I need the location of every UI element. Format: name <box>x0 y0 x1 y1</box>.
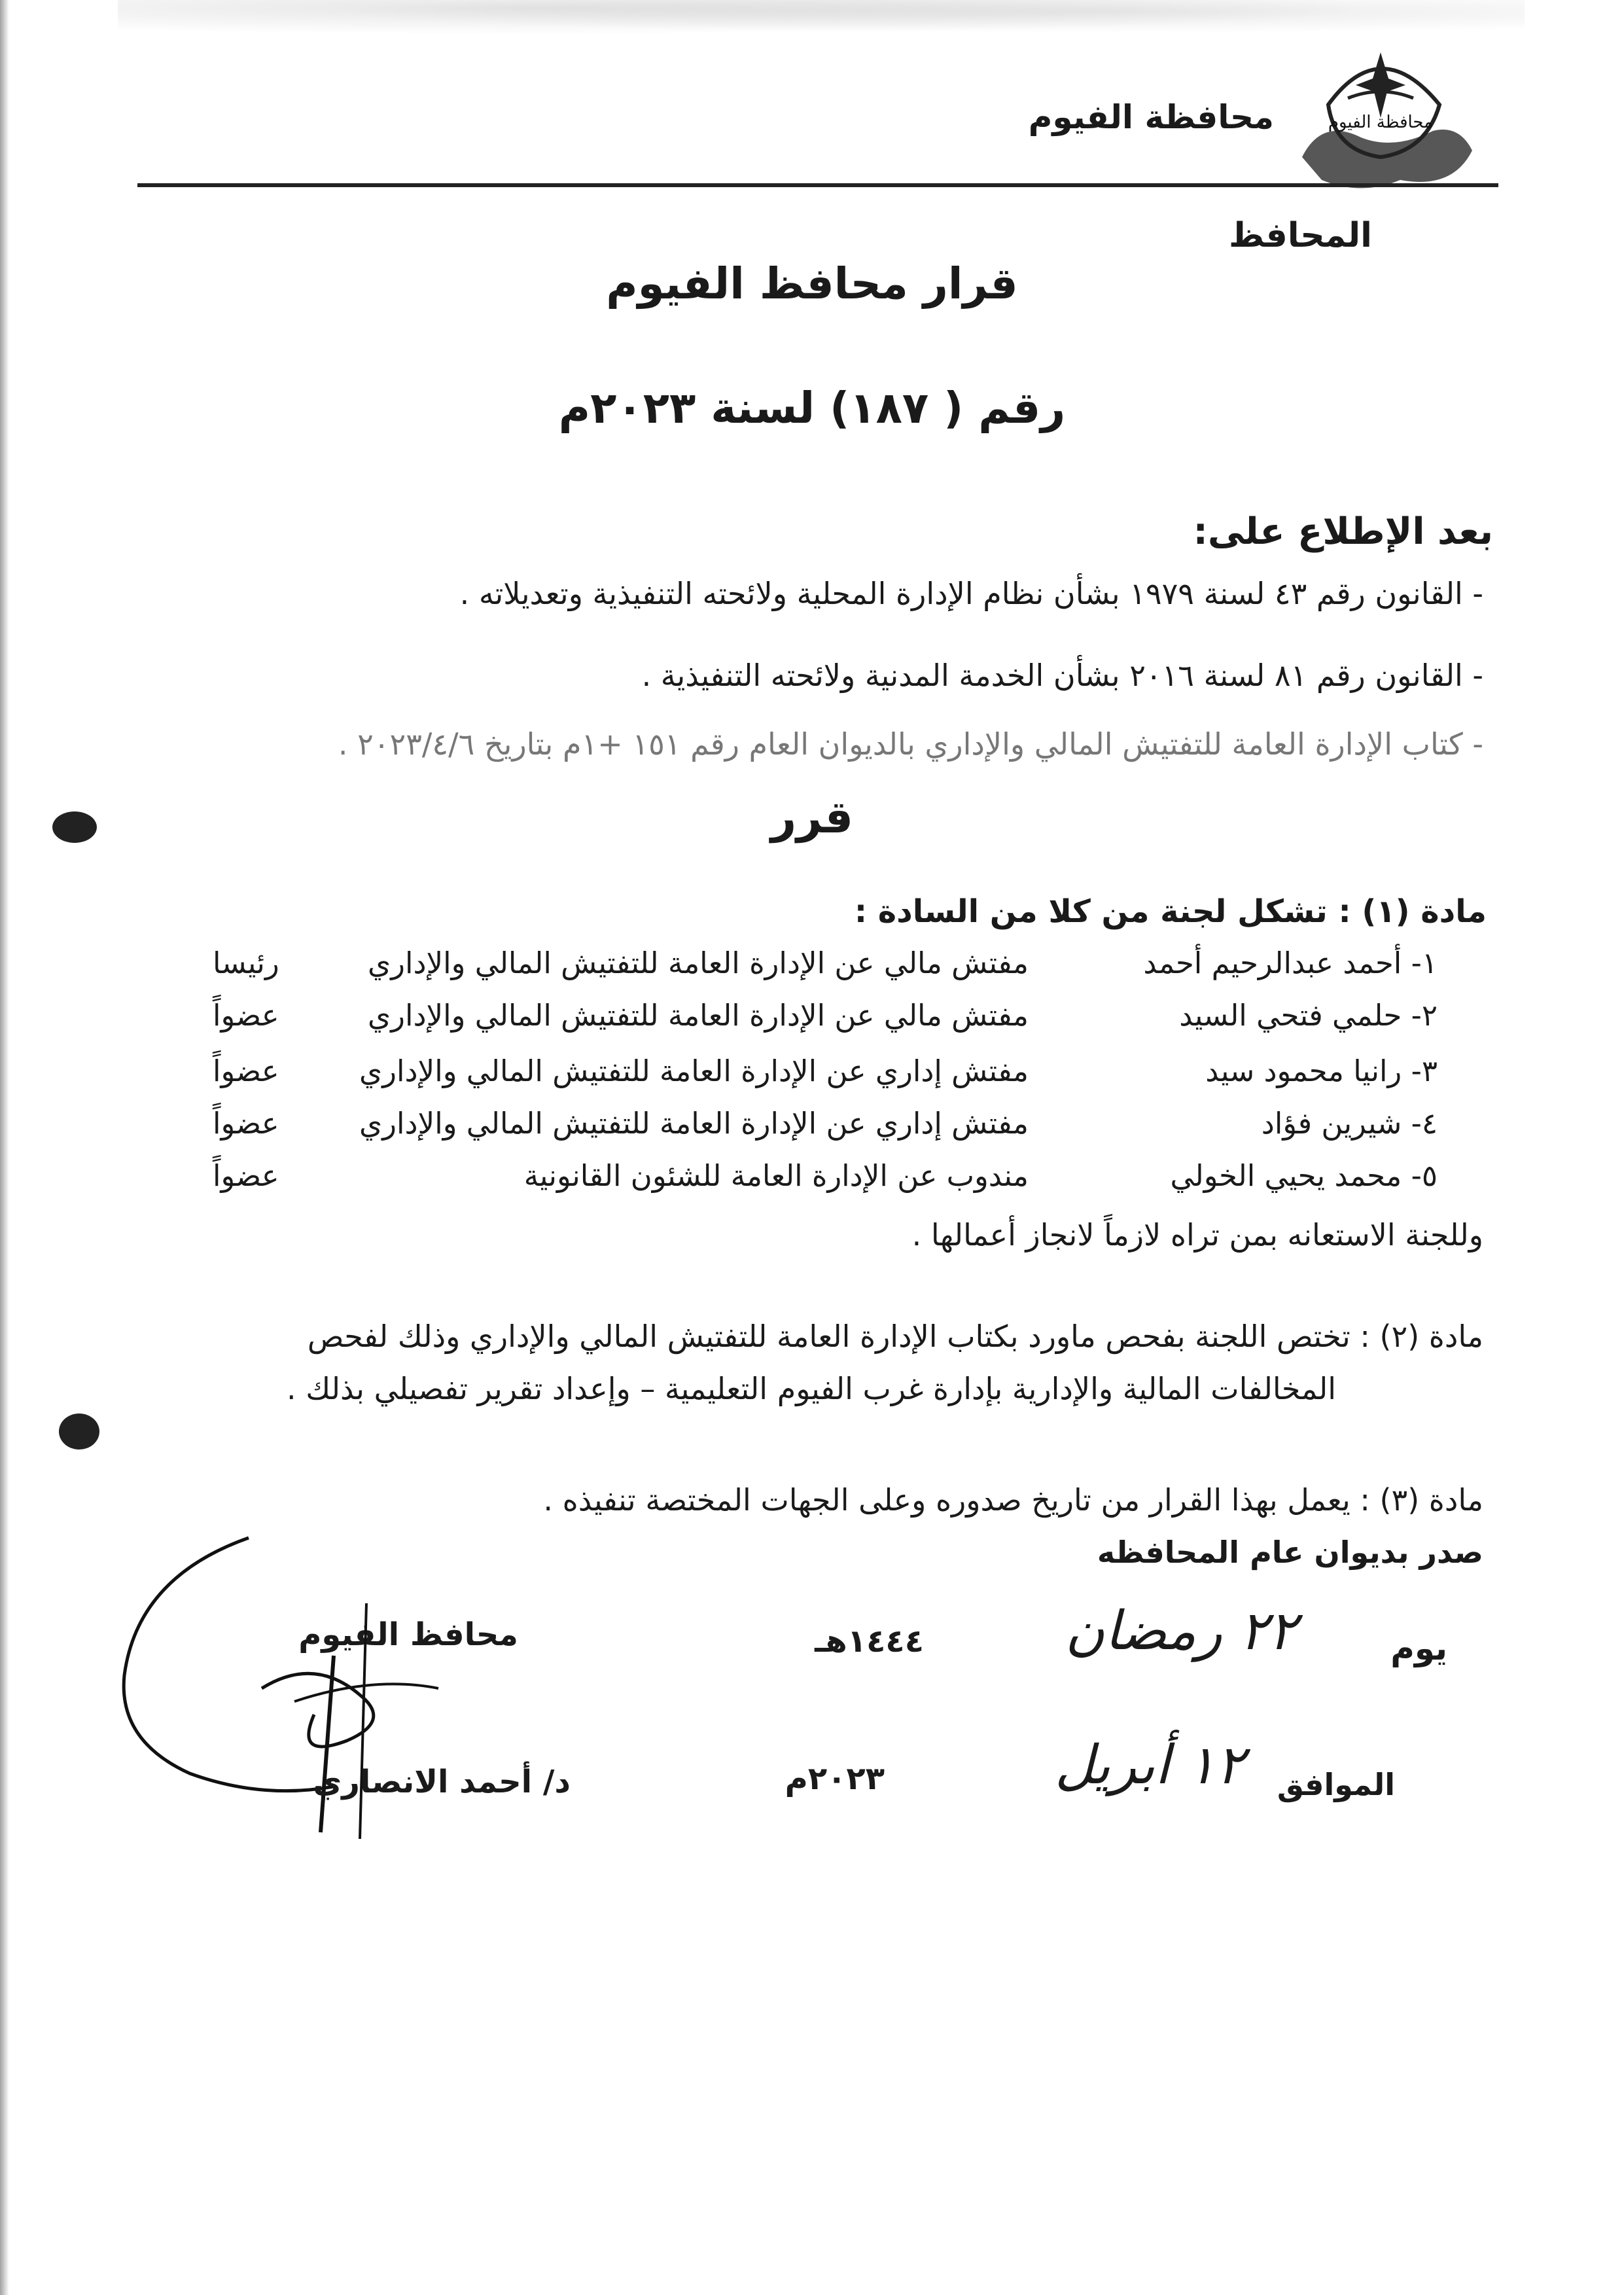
reference-line: - القانون رقم ٨١ لسنة ٢٠١٦ بشأن الخدمة المدنية ولائحته التنفيذية . <box>641 658 1483 693</box>
hijri-date-handwritten: ٢٢ رمضان <box>1065 1600 1297 1662</box>
decree-title: قرار محافظ الفيوم <box>606 258 1018 309</box>
member-position: مفتش مالي عن الإدارة العامة للتفتيش المالي والإداري <box>368 946 1029 980</box>
punch-hole-bottom <box>59 1414 99 1450</box>
article-3-text: مادة (٣) : يعمل بهذا القرار من تاريخ صدوره وعلى الجهات المختصة تنفيذه . <box>543 1482 1483 1518</box>
gregorian-date-label: الموافق <box>1277 1767 1395 1802</box>
signatory-title: محافظ الفيوم <box>298 1616 518 1653</box>
preamble-heading: بعد الإطلاع على: <box>1193 510 1493 553</box>
article-1-heading: مادة (١) : تشكل لجنة من كلا من السادة : <box>854 893 1487 930</box>
member-role: عضواً <box>213 1158 279 1193</box>
governorate-logo <box>1282 39 1479 203</box>
office-label: المحافظ <box>1229 216 1372 255</box>
signatory-name: د/ أحمد الانصاري <box>313 1764 571 1800</box>
decree-number: رقم ( ١٨٧) لسنة ٢٠٢٣م <box>558 383 1066 433</box>
member-name: ١- أحمد عبدالرحيم أحمد <box>1143 946 1438 980</box>
member-role: عضواً <box>213 1054 279 1088</box>
member-name: ٢- حلمي فتحي السيد <box>1179 998 1438 1033</box>
article-1-note: وللجنة الاستعانه بمن تراه لازماً لانجاز أعمالها . <box>911 1217 1483 1253</box>
member-position: مندوب عن الإدارة العامة للشئون القانونية <box>523 1158 1029 1193</box>
governorate-name: محافظة الفيوم <box>1028 98 1274 136</box>
header-divider <box>137 183 1498 187</box>
reference-line: - كتاب الإدارة العامة للتفتيش المالي والإداري بالديوان العام رقم ١٥١ +١م بتاريخ ٢٠٢٣/٤/٦ . <box>338 726 1483 762</box>
member-position: مفتش إداري عن الإدارة العامة للتفتيش المالي والإداري <box>359 1054 1029 1088</box>
member-name: ٣- رانيا محمود سيد <box>1205 1054 1438 1088</box>
member-role: عضواً <box>213 1106 279 1141</box>
member-name: ٥- محمد يحيي الخولي <box>1170 1158 1438 1193</box>
member-role: عضواً <box>213 998 279 1033</box>
article-2-text: مادة (٢) : تختص اللجنة بفحص ماورد بكتاب الإدارة العامة للتفتيش المالي والإداري وذلك لفحص <box>307 1319 1483 1354</box>
hijri-year: ١٤٤٤هـ <box>815 1623 924 1660</box>
article-2-text: المخالفات المالية والإدارية بإدارة غرب الفيوم التعليمية – وإعداد تقرير تفصيلي بذلك . <box>286 1371 1336 1406</box>
issued-statement: صدر بديوان عام المحافظه <box>1097 1535 1483 1570</box>
gregorian-date-handwritten: ١٢ أبريل <box>1055 1734 1244 1796</box>
member-position: مفتش مالي عن الإدارة العامة للتفتيش المالي والإداري <box>368 998 1029 1033</box>
member-role: رئيسا <box>213 946 279 980</box>
gregorian-year: ٢٠٢٣م <box>785 1760 885 1797</box>
reference-line: - القانون رقم ٤٣ لسنة ١٩٧٩ بشأن نظام الإدارة المحلية ولائحته التنفيذية وتعديلاته . <box>459 576 1483 611</box>
scan-smudge <box>118 0 1525 39</box>
decision-heading: قرر <box>771 792 853 844</box>
scan-edge <box>0 0 9 2295</box>
hijri-date-label: يوم <box>1390 1629 1447 1667</box>
logo-text: محافظة الفيوم <box>1328 113 1434 132</box>
member-name: ٤- شيرين فؤاد <box>1261 1106 1438 1141</box>
member-position: مفتش إداري عن الإدارة العامة للتفتيش المالي والإداري <box>359 1106 1029 1141</box>
